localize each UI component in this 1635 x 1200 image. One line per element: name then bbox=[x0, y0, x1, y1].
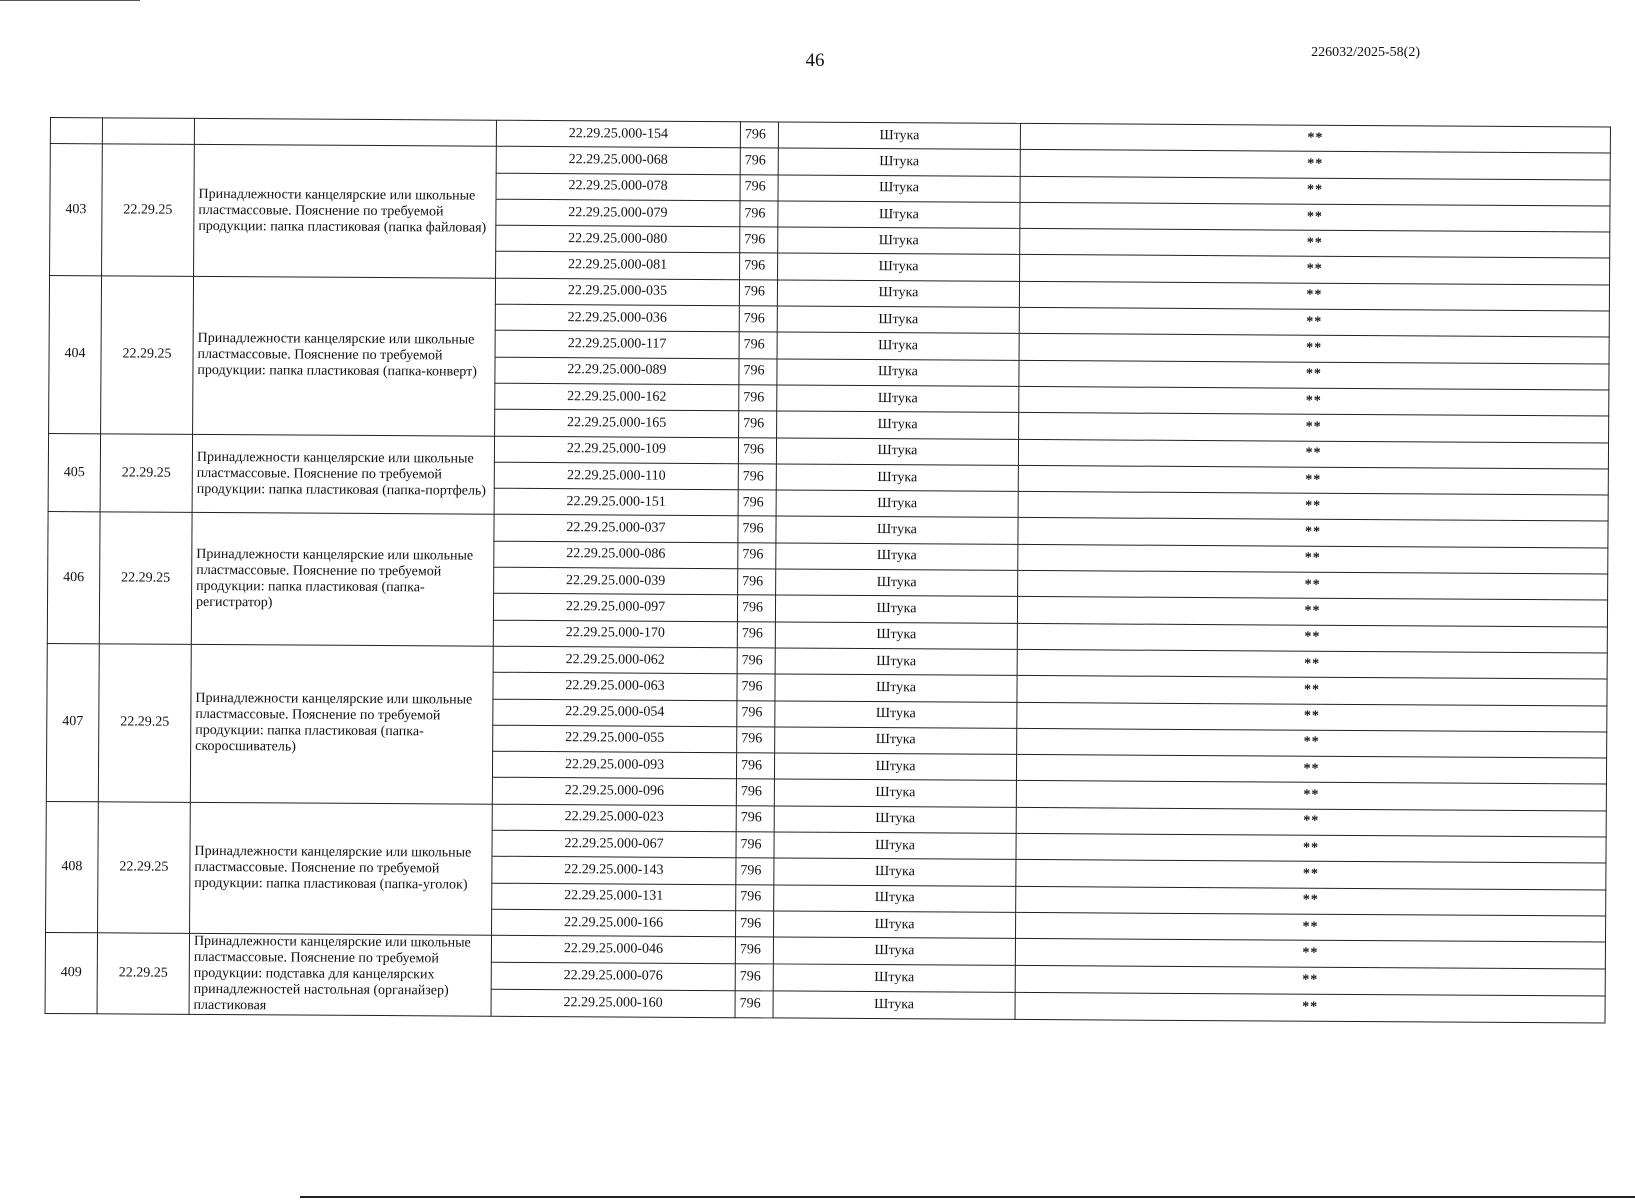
scan-edge-line bbox=[0, 0, 140, 1]
value-cell: ** bbox=[1020, 123, 1610, 153]
value-cell: ** bbox=[1020, 150, 1610, 180]
okei-code: 796 bbox=[738, 516, 776, 543]
okei-code: 796 bbox=[739, 358, 777, 385]
unit-name: Штука bbox=[777, 411, 1019, 439]
unit-name: Штука bbox=[778, 148, 1020, 176]
value-cell: ** bbox=[1016, 781, 1606, 811]
okpd2-position-code: 22.29.25.000-080 bbox=[496, 225, 740, 253]
okei-code: 796 bbox=[737, 674, 775, 701]
okei-code: 796 bbox=[738, 464, 776, 491]
unit-name: Штука bbox=[774, 832, 1016, 860]
okpd-empty bbox=[102, 118, 194, 145]
value-cell: ** bbox=[1018, 544, 1608, 574]
product-description: Принадлежности канцелярские или школьные пластмассовые. Пояснение по требуемой продукции: папка пластиковая (папка-скоросшиватель) bbox=[190, 644, 493, 804]
okpd2-position-code: 22.29.25.000-096 bbox=[492, 778, 736, 806]
table-body bbox=[45, 118, 1610, 1024]
okpd2-position-code: 22.29.25.000-055 bbox=[493, 725, 737, 753]
value-cell: ** bbox=[1015, 912, 1605, 942]
okpd2-position-code: 22.29.25.000-036 bbox=[495, 304, 739, 332]
value-cell: ** bbox=[1019, 360, 1609, 390]
unit-name: Штука bbox=[778, 175, 1020, 203]
okei-code: 796 bbox=[736, 805, 774, 832]
row-number: 409 bbox=[45, 933, 97, 1014]
okpd2-position-code: 22.29.25.000-089 bbox=[495, 357, 739, 385]
unit-name: Штука bbox=[774, 753, 1016, 781]
value-cell: ** bbox=[1019, 308, 1609, 338]
value-cell: ** bbox=[1018, 465, 1608, 495]
unit-name: Штука bbox=[775, 727, 1017, 755]
unit-name: Штука bbox=[776, 490, 1018, 518]
value-cell: ** bbox=[1016, 807, 1606, 837]
value-cell: ** bbox=[1017, 728, 1607, 758]
okei-code: 796 bbox=[739, 332, 777, 359]
product-description: Принадлежности канцелярские или школьные пластмассовые. Пояснение по требуемой продукции: папка пластиковая (папка-уголок) bbox=[190, 802, 493, 935]
okei-code: 796 bbox=[738, 490, 776, 517]
okei-code: 796 bbox=[737, 621, 775, 648]
value-cell: ** bbox=[1017, 623, 1607, 653]
product-description: Принадлежности канцелярские или школьные пластмассовые. Пояснение по требуемой продукции: папка пластиковая (папка файловая) bbox=[194, 145, 497, 278]
value-cell: ** bbox=[1020, 176, 1610, 206]
unit-name: Штука bbox=[778, 122, 1020, 150]
row-number: 408 bbox=[46, 801, 99, 933]
okei-code: 796 bbox=[736, 884, 774, 911]
value-cell: ** bbox=[1018, 439, 1608, 469]
okei-code: 796 bbox=[738, 569, 776, 596]
value-cell: ** bbox=[1017, 702, 1607, 732]
okpd-class-code: 22.29.25 bbox=[98, 802, 191, 934]
okpd2-position-code: 22.29.25.000-086 bbox=[494, 541, 738, 569]
unit-name: Штука bbox=[775, 595, 1017, 623]
okei-code: 796 bbox=[736, 832, 774, 859]
unit-name: Штука bbox=[774, 885, 1016, 913]
unit-name: Штука bbox=[777, 385, 1019, 413]
unit-name: Штука bbox=[775, 674, 1017, 702]
value-cell: ** bbox=[1018, 492, 1608, 522]
okpd2-position-code: 22.29.25.000-046 bbox=[491, 935, 735, 963]
unit-name: Штука bbox=[776, 464, 1018, 492]
okpd2-position-code: 22.29.25.000-170 bbox=[493, 620, 737, 648]
value-cell: ** bbox=[1017, 649, 1607, 679]
product-description: Принадлежности канцелярские или школьные пластмассовые. Пояснение по требуемой продукции: папка пластиковая (папка-портфель) bbox=[192, 434, 494, 515]
value-cell: ** bbox=[1019, 334, 1609, 364]
value-cell: ** bbox=[1020, 202, 1610, 232]
okpd-class-code: 22.29.25 bbox=[97, 933, 189, 1015]
okei-code: 796 bbox=[737, 648, 775, 675]
unit-name: Штука bbox=[775, 622, 1017, 650]
okpd2-position-code: 22.29.25.000-023 bbox=[492, 804, 736, 832]
okei-code: 796 bbox=[736, 753, 774, 780]
okpd-class-code: 22.29.25 bbox=[100, 433, 192, 512]
product-description: Принадлежности канцелярские или школьные пластмассовые. Пояснение по требуемой продукции: папка пластиковая (папка-конверт) bbox=[193, 276, 496, 436]
okpd2-position-code: 22.29.25.000-097 bbox=[493, 594, 737, 622]
unit-name: Штука bbox=[777, 359, 1019, 387]
unit-name: Штука bbox=[778, 253, 1020, 281]
okpd2-position-code: 22.29.25.000-076 bbox=[491, 962, 735, 990]
okpd2-position-code: 22.29.25.000-093 bbox=[492, 751, 736, 779]
unit-name: Штука bbox=[776, 516, 1018, 544]
row-number: 406 bbox=[47, 512, 100, 644]
value-cell: ** bbox=[1020, 255, 1610, 285]
okpd2-position-code: 22.29.25.000-081 bbox=[496, 252, 740, 280]
value-cell: ** bbox=[1015, 966, 1605, 997]
okei-code: 796 bbox=[739, 279, 777, 306]
okei-code: 796 bbox=[737, 595, 775, 622]
page-number: 46 bbox=[805, 50, 825, 71]
value-cell: ** bbox=[1016, 755, 1606, 785]
unit-name: Штука bbox=[776, 569, 1018, 597]
unit-name: Штука bbox=[773, 991, 1015, 1019]
okei-code: 796 bbox=[735, 991, 773, 1018]
okpd2-position-code: 22.29.25.000-162 bbox=[495, 383, 739, 411]
row-number: 404 bbox=[49, 275, 102, 433]
okpd-class-code: 22.29.25 bbox=[98, 644, 191, 802]
okpd2-position-code: 22.29.25.000-154 bbox=[496, 120, 740, 148]
product-description: Принадлежности канцелярские или школьные пластмассовые. Пояснение по требуемой продукции: папка пластиковая (папка-регистратор) bbox=[191, 513, 494, 646]
okpd-class-code: 22.29.25 bbox=[101, 276, 194, 434]
okei-code: 796 bbox=[739, 306, 777, 333]
okpd2-position-code: 22.29.25.000-039 bbox=[494, 567, 738, 595]
product-table bbox=[45, 117, 1611, 1024]
row-number-empty bbox=[50, 118, 102, 145]
unit-name: Штука bbox=[775, 648, 1017, 676]
okpd2-position-code: 22.29.25.000-068 bbox=[496, 147, 740, 175]
unit-name: Штука bbox=[774, 858, 1016, 886]
document-reference: 226032/2025-58(2) bbox=[1311, 45, 1420, 60]
unit-name: Штука bbox=[777, 306, 1019, 334]
okei-code: 796 bbox=[740, 122, 778, 149]
okei-code: 796 bbox=[736, 911, 774, 938]
value-cell: ** bbox=[1020, 229, 1610, 259]
okei-code: 796 bbox=[740, 148, 778, 175]
okpd2-position-code: 22.29.25.000-035 bbox=[495, 278, 739, 306]
okpd-class-code: 22.29.25 bbox=[102, 144, 195, 276]
unit-name: Штука bbox=[776, 543, 1018, 571]
okei-code: 796 bbox=[737, 727, 775, 754]
value-cell: ** bbox=[1018, 570, 1608, 600]
okpd2-position-code: 22.29.25.000-067 bbox=[492, 830, 736, 858]
okpd2-position-code: 22.29.25.000-078 bbox=[496, 173, 740, 201]
okei-code: 796 bbox=[740, 201, 778, 228]
value-cell: ** bbox=[1015, 993, 1605, 1024]
okei-code: 796 bbox=[738, 437, 776, 464]
unit-name: Штука bbox=[778, 201, 1020, 229]
unit-name: Штука bbox=[777, 280, 1019, 308]
okpd2-position-code: 22.29.25.000-062 bbox=[493, 646, 737, 674]
value-cell: ** bbox=[1017, 597, 1607, 627]
unit-name: Штука bbox=[774, 779, 1016, 807]
okei-code: 796 bbox=[738, 542, 776, 569]
okei-code: 796 bbox=[737, 700, 775, 727]
okei-code: 796 bbox=[740, 174, 778, 201]
unit-name: Штука bbox=[773, 937, 1015, 965]
value-cell: ** bbox=[1015, 939, 1605, 970]
okpd2-position-code: 22.29.25.000-165 bbox=[495, 409, 739, 437]
okei-code: 796 bbox=[736, 858, 774, 885]
okpd2-position-code: 22.29.25.000-079 bbox=[496, 199, 740, 227]
unit-name: Штука bbox=[773, 964, 1015, 992]
okpd2-position-code: 22.29.25.000-063 bbox=[493, 672, 737, 700]
row-number: 405 bbox=[48, 433, 100, 512]
unit-name: Штука bbox=[778, 227, 1020, 255]
okpd2-position-code: 22.29.25.000-160 bbox=[491, 989, 735, 1017]
value-cell: ** bbox=[1018, 518, 1608, 548]
okpd2-position-code: 22.29.25.000-109 bbox=[494, 436, 738, 464]
value-cell: ** bbox=[1019, 281, 1609, 311]
okei-code: 796 bbox=[739, 411, 777, 438]
okpd2-position-code: 22.29.25.000-037 bbox=[494, 515, 738, 543]
okei-code: 796 bbox=[739, 385, 777, 412]
okei-code: 796 bbox=[735, 937, 773, 964]
okei-code: 796 bbox=[740, 253, 778, 280]
unit-name: Штука bbox=[774, 911, 1016, 939]
okei-code: 796 bbox=[735, 964, 773, 991]
row-number: 407 bbox=[46, 643, 99, 801]
okpd-class-code: 22.29.25 bbox=[99, 512, 192, 644]
value-cell: ** bbox=[1019, 386, 1609, 416]
okpd2-position-code: 22.29.25.000-110 bbox=[494, 462, 738, 490]
unit-name: Штука bbox=[774, 806, 1016, 834]
value-cell: ** bbox=[1016, 886, 1606, 916]
row-number: 403 bbox=[50, 144, 103, 276]
unit-name: Штука bbox=[776, 438, 1018, 466]
okei-code: 796 bbox=[736, 779, 774, 806]
unit-name: Штука bbox=[777, 332, 1019, 360]
okpd2-position-code: 22.29.25.000-143 bbox=[492, 857, 736, 885]
okei-code: 796 bbox=[740, 227, 778, 254]
value-cell: ** bbox=[1019, 413, 1609, 443]
product-description: Принадлежности канцелярские или школьные пластмассовые. Пояснение по требуемой продукции: подставка для канцелярских принадлежностей настольная (органайзер) пластиковая bbox=[189, 934, 491, 1017]
okpd2-position-code: 22.29.25.000-131 bbox=[492, 883, 736, 911]
okpd2-position-code: 22.29.25.000-117 bbox=[495, 331, 739, 359]
scan-bottom-line bbox=[300, 1196, 1635, 1198]
okpd2-position-code: 22.29.25.000-151 bbox=[494, 488, 738, 516]
okpd2-position-code: 22.29.25.000-166 bbox=[492, 909, 736, 937]
value-cell: ** bbox=[1016, 833, 1606, 863]
value-cell: ** bbox=[1016, 860, 1606, 890]
okpd2-position-code: 22.29.25.000-054 bbox=[493, 699, 737, 727]
value-cell: ** bbox=[1017, 676, 1607, 706]
unit-name: Штука bbox=[775, 700, 1017, 728]
description-empty bbox=[194, 118, 496, 146]
